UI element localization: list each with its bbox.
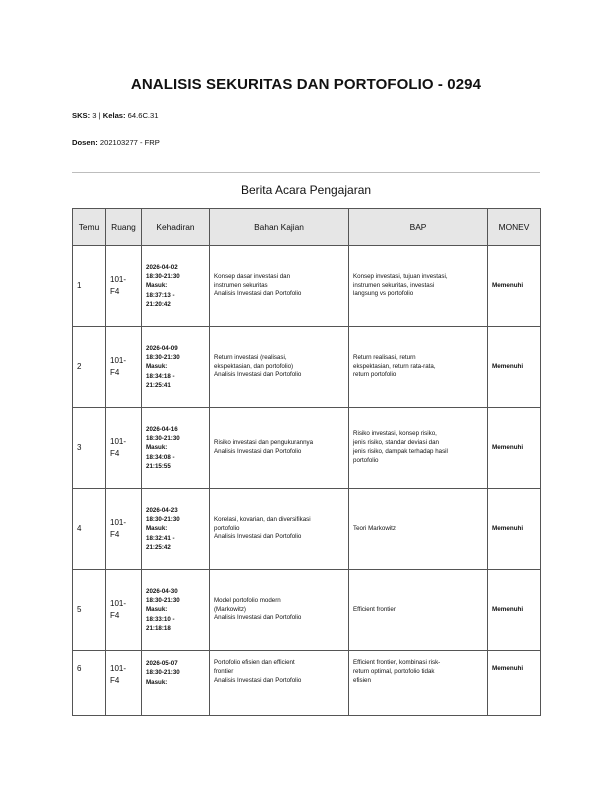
- cell-kehadiran: 2026-04-23 18:30-21:30 Masuk: 18:32:41 - 21:25:42: [146, 506, 180, 551]
- header-temu: Temu: [73, 209, 106, 246]
- cell-ruang: 101- F4: [110, 356, 127, 377]
- cell-bap: Konsep investasi, tujuan investasi, instrumen sekuritas, investasi langsung vs portofolio: [353, 272, 448, 298]
- cell-kehadiran: 2026-04-30 18:30-21:30 Masuk: 18:33:10 - 21:18:18: [146, 587, 180, 632]
- cell-temu: 5: [73, 570, 106, 651]
- cell-kehadiran: 2026-05-07 18:30-21:30 Masuk:: [146, 660, 180, 686]
- lecturer-meta: [72, 138, 160, 147]
- cell-bap: Efficient frontier: [353, 605, 396, 613]
- header-bap: BAP: [349, 209, 488, 246]
- table-row: [73, 651, 541, 716]
- divider: [72, 172, 540, 173]
- dosen-value: 202103277 - FRP: [99, 138, 160, 147]
- meta-separator: |: [98, 111, 101, 120]
- cell-temu: 3: [73, 408, 106, 489]
- cell-ruang: 101- F4: [110, 518, 127, 539]
- cell-temu: 6: [73, 651, 106, 716]
- cell-monev: Memenuhi: [488, 327, 541, 408]
- cell-monev: Memenuhi: [488, 408, 541, 489]
- header-ruang: Ruang: [106, 209, 142, 246]
- kelas-label: Kelas:: [102, 111, 126, 120]
- cell-monev: Memenuhi: [488, 570, 541, 651]
- cell-bahan-kajian: Risiko investasi dan pengukurannya Analisis Investasi dan Portofolio: [214, 439, 314, 455]
- cell-temu: 1: [73, 246, 106, 327]
- cell-bahan-kajian: Model portofolio modern (Markowitz) Analisis Investasi dan Portofolio: [214, 596, 302, 622]
- cell-ruang: 101- F4: [110, 599, 127, 620]
- cell-ruang: 101- F4: [110, 437, 127, 458]
- cell-monev: Memenuhi: [488, 651, 541, 716]
- teaching-log-table: [72, 208, 541, 716]
- sks-label: SKS:: [72, 111, 91, 120]
- cell-monev: Memenuhi: [488, 489, 541, 570]
- cell-kehadiran: 2026-04-09 18:30-21:30 Masuk: 18:34:18 - 21:25:41: [146, 344, 180, 389]
- course-meta: [72, 111, 159, 120]
- cell-temu: 4: [73, 489, 106, 570]
- table-row: [73, 246, 541, 327]
- course-title: ANALISIS SEKURITAS DAN PORTOFOLIO - 0294: [130, 76, 482, 93]
- cell-kehadiran: 2026-04-02 18:30-21:30 Masuk: 18:37:13 - 21:20:42: [146, 263, 180, 308]
- cell-bap: Return realisasi, return ekspektasian, return rata-rata, return portofolio: [353, 353, 436, 379]
- cell-bap: Teori Markowitz: [353, 524, 396, 532]
- header-bahan-kajian: Bahan Kajian: [210, 209, 349, 246]
- cell-bahan-kajian: Portofolio efisien dan efficient frontier Analisis Investasi dan Portofolio: [214, 659, 302, 684]
- table-row: [73, 570, 541, 651]
- cell-bap: Efficient frontier, kombinasi risk- return optimal, portofolio tidak efisien: [353, 659, 441, 684]
- kelas-value: 64.6C.31: [127, 111, 159, 120]
- cell-bap: Risiko investasi, konsep risiko, jenis risiko, standar deviasi dan jenis risiko, dampak terhadap hasil portofolio: [353, 430, 448, 464]
- table-row: [73, 327, 541, 408]
- section-title: Berita Acara Pengajaran: [240, 183, 372, 197]
- header-kehadiran: Kehadiran: [142, 209, 210, 246]
- header-monev: MONEV: [488, 209, 541, 246]
- dosen-label: Dosen:: [72, 138, 98, 147]
- cell-ruang: 101- F4: [110, 275, 127, 296]
- table-row: [73, 408, 541, 489]
- table-row: [73, 489, 541, 570]
- cell-bahan-kajian: Return investasi (realisasi, ekspektasian, dan portofolio) Analisis Investasi dan Portofolio: [214, 353, 302, 379]
- cell-ruang: 101- F4: [110, 664, 127, 685]
- cell-kehadiran: 2026-04-16 18:30-21:30 Masuk: 18:34:08 - 21:15:55: [146, 425, 180, 470]
- cell-bahan-kajian: Konsep dasar investasi dan instrumen sekuritas Analisis Investasi dan Portofolio: [214, 272, 302, 298]
- cell-temu: 2: [73, 327, 106, 408]
- cell-bahan-kajian: Korelasi, kovarian, dan diversifikasi portofolio Analisis Investasi dan Portofolio: [214, 515, 311, 541]
- table-header-row: [73, 209, 541, 246]
- cell-monev: Memenuhi: [488, 246, 541, 327]
- sks-value: 3: [92, 111, 97, 120]
